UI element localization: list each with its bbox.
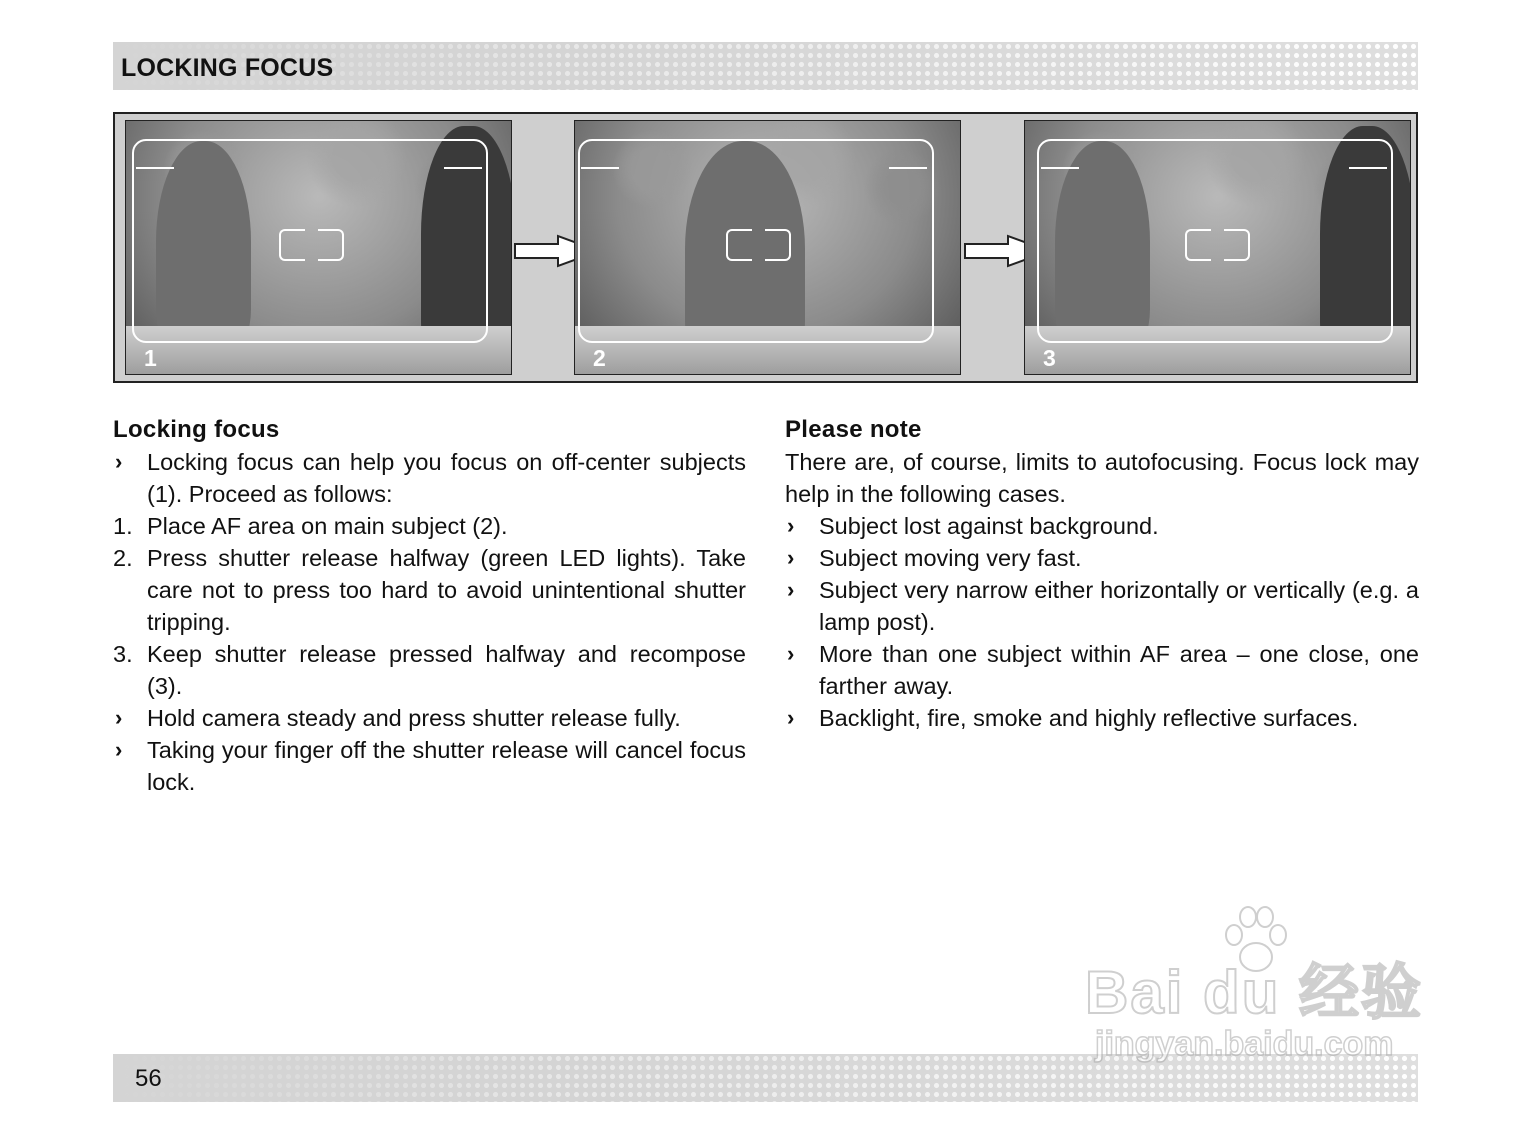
- list-item-text: Keep shutter release pressed halfway and recompose (3).: [147, 641, 746, 699]
- bullet-marker: ›: [787, 545, 795, 570]
- bullet-marker: ›: [787, 705, 795, 730]
- af-area-left-bracket: [279, 229, 305, 261]
- list-item: [113, 702, 746, 734]
- section-heading: Please note: [785, 416, 922, 443]
- bullet-marker: ›: [787, 513, 795, 538]
- viewfinder-frame: [1037, 139, 1393, 343]
- list-item-text: Hold camera steady and press shutter release fully.: [147, 705, 681, 731]
- list-item-text: Subject very narrow either horizontally or vertically (e.g. a lamp post).: [819, 577, 1419, 635]
- page-title: LOCKING FOCUS: [121, 54, 334, 82]
- list-item: [113, 446, 746, 510]
- bullet-marker: ›: [787, 641, 795, 666]
- af-area-right-bracket: [318, 229, 344, 261]
- step-marker: 1.: [113, 513, 133, 539]
- bullet-marker: ›: [115, 705, 123, 730]
- af-area-left-bracket: [1185, 229, 1211, 261]
- photo-number: 3: [1043, 345, 1056, 371]
- list-item: [113, 510, 746, 542]
- photo-number: 1: [144, 345, 157, 371]
- photo-step-3: [1024, 120, 1411, 375]
- af-area-right-bracket: [765, 229, 791, 261]
- bullet-marker: ›: [115, 737, 123, 762]
- list-item: [113, 734, 746, 798]
- photo-step-2: [574, 120, 961, 375]
- watermark-logo-text: Bai du 经验: [1085, 959, 1424, 1026]
- baidu-watermark: [1085, 905, 1445, 1065]
- bullet-marker: ›: [115, 449, 123, 474]
- page-number: 56: [135, 1065, 162, 1092]
- list-item-text: Press shutter release halfway (green LED lights). Take care not to press too hard to avoid unintentional shutter tripping.: [147, 545, 746, 635]
- viewfinder-frame: [578, 139, 934, 343]
- list-item: [113, 542, 746, 638]
- af-area-left-bracket: [726, 229, 752, 261]
- list-item: [785, 510, 1419, 542]
- list-item: [785, 542, 1419, 574]
- list-item-text: Subject lost against background.: [819, 513, 1159, 539]
- focus-lock-figure: [113, 112, 1418, 383]
- list-item: [785, 574, 1419, 638]
- photo-number: 2: [593, 345, 606, 371]
- locking-focus-section: [113, 414, 746, 798]
- please-note-section: [785, 414, 1419, 734]
- list-item-text: Backlight, fire, smoke and highly reflective surfaces.: [819, 705, 1359, 731]
- list-item: [785, 702, 1419, 734]
- step-marker: 2.: [113, 545, 133, 571]
- section-heading: Locking focus: [113, 416, 280, 443]
- viewfinder-frame: [132, 139, 488, 343]
- list-item-text: Subject moving very fast.: [819, 545, 1082, 571]
- watermark-url: jingyan.baidu.com: [1095, 1025, 1394, 1063]
- list-item: [113, 638, 746, 702]
- intro-paragraph: There are, of course, limits to autofocusing. Focus lock may help in the following cases.: [785, 449, 1419, 507]
- list-item-text: Taking your finger off the shutter release will cancel focus lock.: [147, 737, 746, 795]
- list-item-text: Locking focus can help you focus on off-center subjects (1). Proceed as follows:: [147, 449, 746, 507]
- step-marker: 3.: [113, 641, 133, 667]
- photo-step-1: [125, 120, 512, 375]
- list-item-text: Place AF area on main subject (2).: [147, 513, 508, 539]
- list-item-text: More than one subject within AF area – one close, one farther away.: [819, 641, 1419, 699]
- af-area-right-bracket: [1224, 229, 1250, 261]
- bullet-marker: ›: [787, 577, 795, 602]
- list-item: [785, 638, 1419, 702]
